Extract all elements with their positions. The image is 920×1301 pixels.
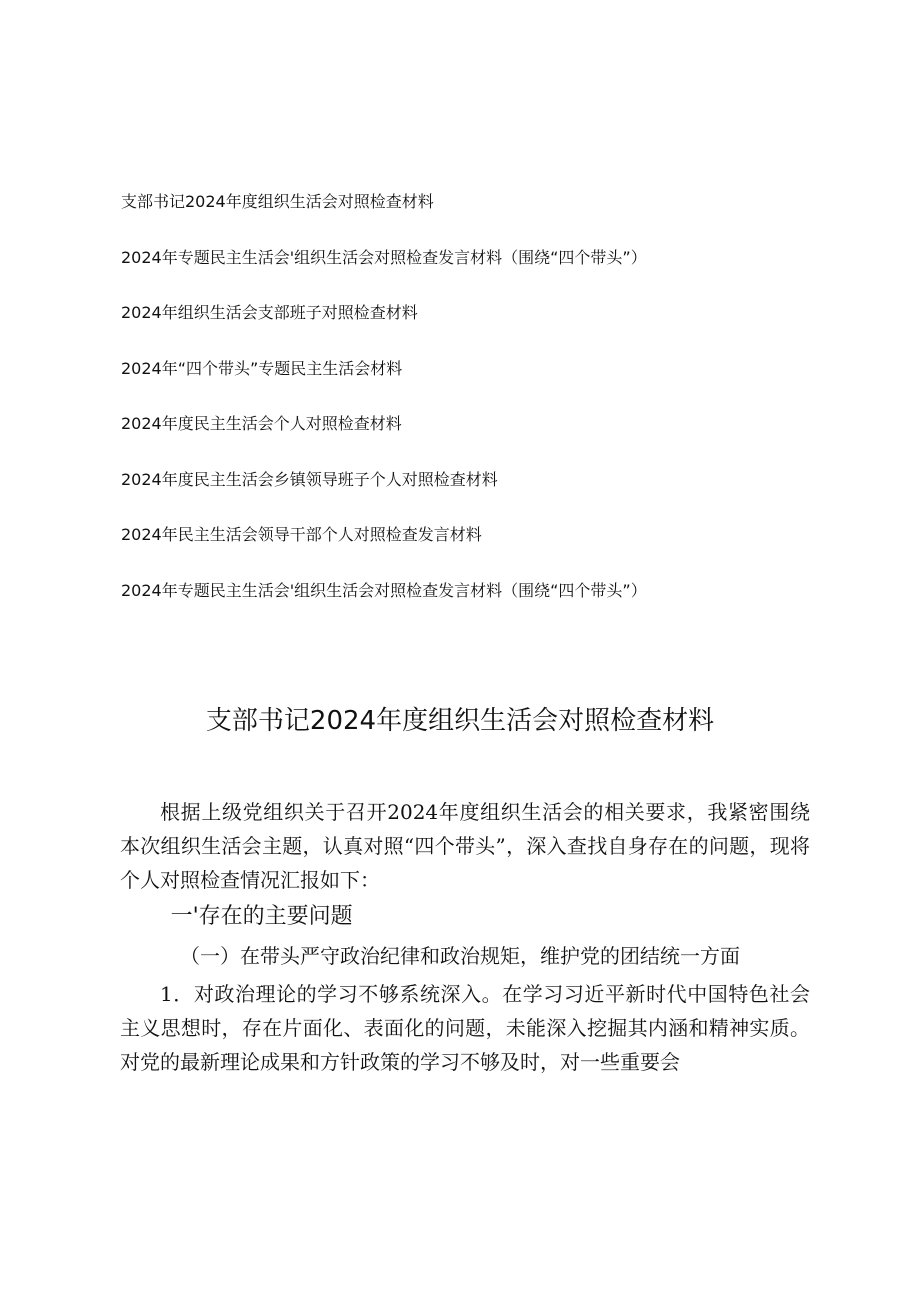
toc-item[interactable]: 2024年度民主生活会乡镇领导班子个人对照检查材料	[121, 469, 498, 489]
section-heading: 一'存在的主要问题	[170, 904, 353, 929]
toc-item[interactable]: 2024年组织生活会支部班子对照检查材料	[121, 303, 418, 322]
toc-item[interactable]: 支部书记2024年度组织生活会对照检查材料	[121, 192, 434, 211]
toc-item[interactable]: 2024年专题民主生活会'组织生活会对照检查发言材料（围绕“四个带头”）	[121, 247, 647, 267]
table-of-contents	[121, 190, 821, 634]
toc-item[interactable]: 2024年“四个带头”专题民主生活会材料	[121, 358, 403, 378]
sub-heading: （一）在带头严守政治纪律和政治规矩，维护党的团结统一方面	[180, 944, 740, 968]
intro-paragraph: 根据上级党组织关于召开2024年度组织生活会的相关要求，我紧密围绕本次组织生活会主题，认真对照“四个带头”，深入查找自身存在的问题，现将个人对照检查情况汇报如下：	[120, 800, 810, 892]
toc-item[interactable]: 2024年民主生活会领导干部个人对照检查发言材料	[121, 525, 482, 544]
toc-item[interactable]: 2024年度民主生活会个人对照检查材料	[121, 414, 402, 433]
toc-item[interactable]: 2024年专题民主生活会'组织生活会对照检查发言材料（围绕“四个带头”）	[121, 580, 647, 600]
document-title: 支部书记2024年度组织生活会对照检查材料	[205, 706, 715, 736]
document-body	[120, 795, 810, 1079]
list-item-paragraph: 1．对政治理论的学习不够系统深入。在学习习近平新时代中国特色社会主义思想时，存在片面化、表面化的问题，未能深入挖掘其内涵和精神实质。对党的最新理论成果和方针政策的学习不够及时，对一些重要会	[120, 982, 810, 1074]
